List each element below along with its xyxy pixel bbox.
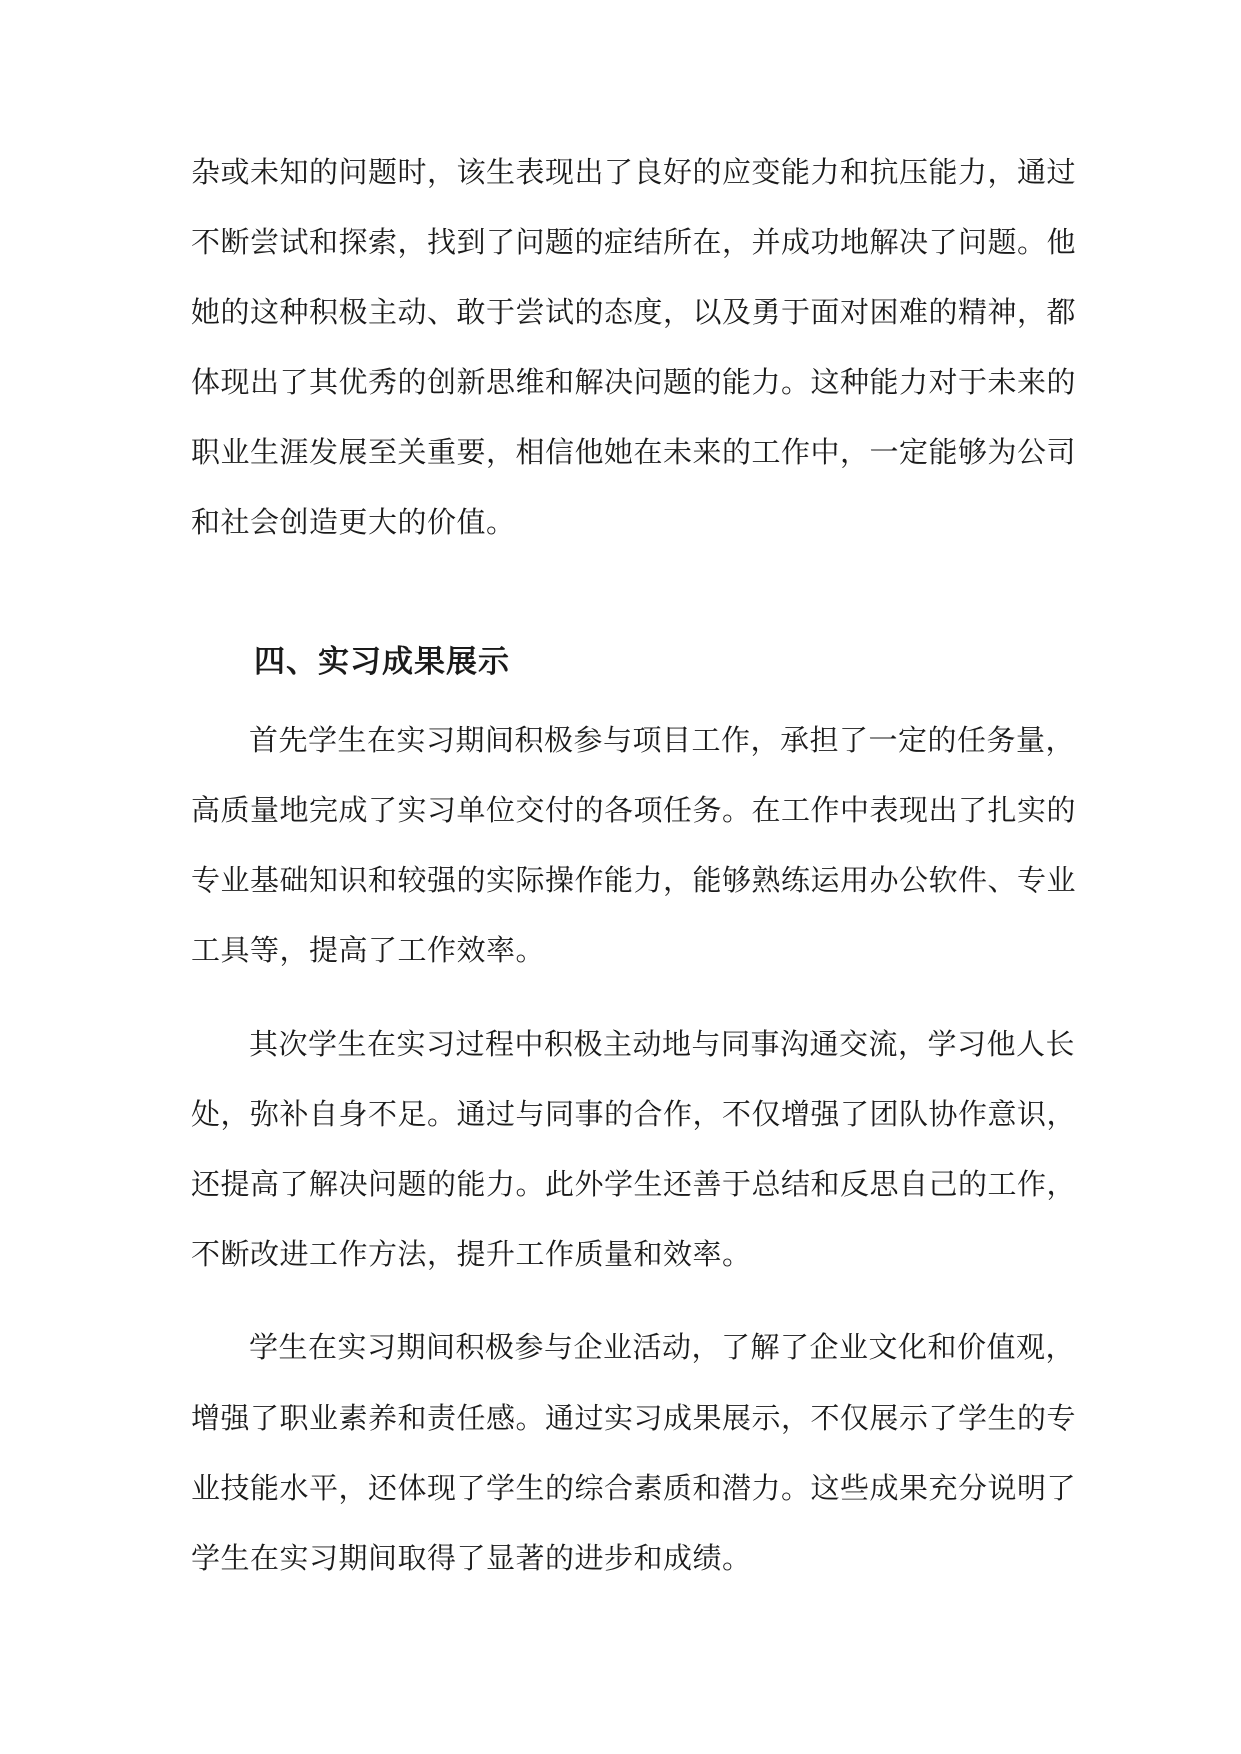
paragraph-line: 和社会创造更大的价值。	[191, 505, 516, 539]
paragraph-line: 体现出了其优秀的创新思维和解决问题的能力。这种能力对于未来的	[191, 365, 1077, 399]
paragraph-line: 工具等，提高了工作效率。	[191, 933, 546, 967]
paragraph-line: 不断尝试和探索，找到了问题的症结所在，并成功地解决了问题。他	[191, 225, 1077, 259]
paragraph-line: 其次学生在实习过程中积极主动地与同事沟通交流，学习他人长	[249, 1027, 1076, 1061]
paragraph-line: 高质量地完成了实习单位交付的各项任务。在工作中表现出了扎实的	[191, 793, 1077, 827]
paragraph-line: 职业生涯发展至关重要，相信他她在未来的工作中，一定能够为公司	[191, 435, 1077, 469]
paragraph-line: 不断改进工作方法，提升工作质量和效率。	[191, 1237, 752, 1271]
paragraph-line: 首先学生在实习期间积极参与项目工作，承担了一定的任务量，	[249, 723, 1076, 757]
paragraph-line: 业技能水平，还体现了学生的综合素质和潜力。这些成果充分说明了	[191, 1471, 1077, 1505]
paragraph-line: 处，弥补自身不足。通过与同事的合作，不仅增强了团队协作意识，	[191, 1097, 1077, 1131]
paragraph-line: 专业基础知识和较强的实际操作能力，能够熟练运用办公软件、专业	[191, 863, 1077, 897]
paragraph-line: 增强了职业素养和责任感。通过实习成果展示，不仅展示了学生的专	[191, 1401, 1077, 1435]
section-heading: 四、实习成果展示	[254, 644, 510, 680]
paragraph-line: 还提高了解决问题的能力。此外学生还善于总结和反思自己的工作，	[191, 1167, 1077, 1201]
paragraph-line: 学生在实习期间取得了显著的进步和成绩。	[191, 1541, 752, 1575]
paragraph-line: 学生在实习期间积极参与企业活动，了解了企业文化和价值观，	[249, 1330, 1076, 1364]
paragraph-line: 她的这种积极主动、敢于尝试的态度，以及勇于面对困难的精神，都	[191, 295, 1077, 329]
paragraph-line: 杂或未知的问题时，该生表现出了良好的应变能力和抗压能力，通过	[191, 155, 1077, 189]
